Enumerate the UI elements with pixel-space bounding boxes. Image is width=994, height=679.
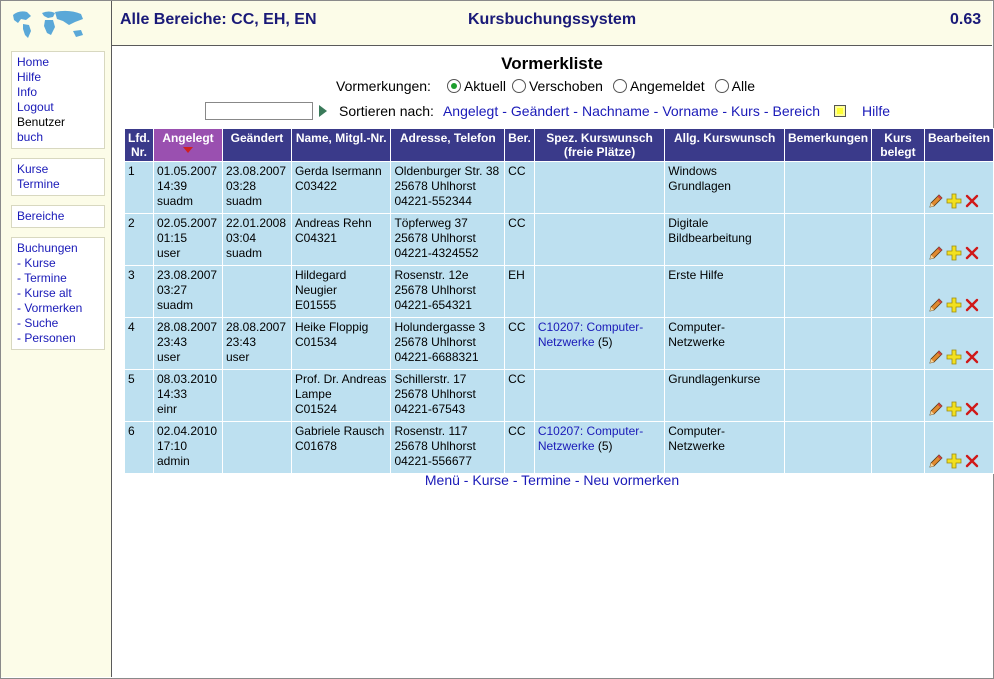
sort-course[interactable]: Kurs xyxy=(731,103,760,119)
bottom-menu[interactable]: Menü xyxy=(424,472,460,488)
created-time: 23:43 xyxy=(157,335,188,349)
member-number: C03422 xyxy=(294,179,337,193)
city: 25678 Uhlhorst xyxy=(394,179,476,193)
person-name: Heike Floppig xyxy=(294,320,369,334)
x-delete-icon[interactable] xyxy=(964,453,980,469)
pencil-icon[interactable] xyxy=(928,349,944,365)
street: Oldenburger Str. 38 xyxy=(394,164,500,178)
cell-nr: 3 xyxy=(125,266,154,318)
nav-box-bookings xyxy=(11,237,105,350)
member-number: C01678 xyxy=(294,439,337,453)
sort-row: Sortieren nach: Angelegt - Geändert - Nachname - Vorname - Kurs - Bereich Hilfe xyxy=(205,102,890,120)
cell-actions xyxy=(924,266,993,318)
created-date: 23.08.2007 xyxy=(157,268,218,282)
x-delete-icon[interactable] xyxy=(964,297,980,313)
radio-angemeldet[interactable] xyxy=(613,78,705,94)
table-row xyxy=(125,214,994,266)
cell-created xyxy=(154,318,223,370)
changed-time: 23:43 xyxy=(225,335,256,349)
sort-changed[interactable]: Geändert xyxy=(510,103,570,119)
pencil-icon[interactable] xyxy=(928,401,944,417)
created-user: suadm xyxy=(157,194,194,208)
radio-aktuell-label: Aktuell xyxy=(463,78,506,94)
user-label: Benutzer xyxy=(17,115,66,129)
help-link[interactable]: Hilfe xyxy=(861,103,890,119)
col-header-booked: Kurs belegt xyxy=(872,129,925,162)
cell-remarks xyxy=(785,370,872,422)
search-input[interactable] xyxy=(205,102,313,120)
x-delete-icon[interactable] xyxy=(964,401,980,417)
street: Rosenstr. 117 xyxy=(394,424,468,438)
search-go-arrow-icon[interactable] xyxy=(319,105,327,117)
table-row xyxy=(125,266,994,318)
sort-label: Sortieren nach: xyxy=(339,103,434,119)
cell-remarks xyxy=(785,318,872,370)
radio-aktuell[interactable] xyxy=(447,78,506,94)
nav-courses[interactable]: Kurse xyxy=(17,162,49,176)
cell-nr: 5 xyxy=(125,370,154,422)
nav-bookings-reserve[interactable]: - Vormerken xyxy=(17,301,83,315)
col-header-created[interactable] xyxy=(154,129,223,162)
sort-area[interactable]: Bereich xyxy=(772,103,820,119)
city: 25678 Uhlhorst xyxy=(394,439,476,453)
cell-general-wish: Computer-Netzwerke xyxy=(665,318,785,370)
cell-general-wish: Erste Hilfe xyxy=(665,266,785,318)
cell-nr: 4 xyxy=(125,318,154,370)
sidebar xyxy=(1,1,112,677)
created-user: user xyxy=(157,246,181,260)
world-map-icon xyxy=(9,7,89,43)
col-header-remarks: Bemerkungen xyxy=(785,129,872,162)
nav-logout[interactable]: Logout xyxy=(17,100,54,114)
radio-alle-label: Alle xyxy=(731,78,756,94)
cell-name xyxy=(291,266,391,318)
col-header-nr: Lfd. Nr. xyxy=(125,129,154,162)
changed-date: 28.08.2007 xyxy=(225,320,287,334)
radio-alle[interactable] xyxy=(715,78,755,94)
cell-changed xyxy=(222,162,291,214)
cell-area: EH xyxy=(505,266,535,318)
created-time: 01:15 xyxy=(157,231,188,245)
member-number: C01534 xyxy=(294,335,337,349)
member-number: C01524 xyxy=(294,402,337,416)
nav-box-main xyxy=(11,51,105,149)
created-date: 08.03.2010 xyxy=(157,372,218,386)
changed-time: 03:04 xyxy=(225,231,256,245)
cell-actions xyxy=(924,422,993,474)
pencil-icon[interactable] xyxy=(928,193,944,209)
col-header-changed[interactable]: Geändert xyxy=(222,129,291,162)
plus-icon[interactable] xyxy=(946,401,962,417)
cell-address xyxy=(391,318,505,370)
cell-changed xyxy=(222,214,291,266)
city: 25678 Uhlhorst xyxy=(394,231,476,245)
cell-created xyxy=(154,266,223,318)
cell-name xyxy=(291,422,391,474)
cell-changed xyxy=(222,422,291,474)
cell-address xyxy=(391,422,505,474)
table-row xyxy=(125,370,994,422)
created-user: admin xyxy=(157,454,190,468)
radio-unchecked-icon xyxy=(715,79,729,93)
free-places: (5) xyxy=(597,335,613,349)
bottom-dates[interactable]: Termine xyxy=(521,472,571,488)
person-name: Gabriele Rausch xyxy=(294,424,385,438)
col-header-special: Spez. Kurswunsch (freie Plätze) xyxy=(534,129,664,162)
cell-general-wish: Computer-Netzwerke xyxy=(665,422,785,474)
cell-created xyxy=(154,162,223,214)
cell-actions xyxy=(924,162,993,214)
filter-label: Vormerkungen: xyxy=(336,78,431,94)
plus-icon[interactable] xyxy=(946,349,962,365)
phone: 04221-552344 xyxy=(394,194,472,208)
street: Töpferweg 37 xyxy=(394,216,468,230)
nav-bookings-search[interactable]: - Suche xyxy=(17,316,59,330)
cell-special-wish xyxy=(534,266,664,318)
cell-actions xyxy=(924,214,993,266)
nav-info[interactable]: Info xyxy=(17,85,38,99)
cell-actions xyxy=(924,370,993,422)
cell-address xyxy=(391,370,505,422)
phone: 04221-654321 xyxy=(394,298,472,312)
cell-special-wish xyxy=(534,422,664,474)
header-system-title: Kursbuchungssystem xyxy=(468,11,637,28)
col-header-edit: Bearbeiten xyxy=(924,129,993,162)
plus-icon[interactable] xyxy=(946,193,962,209)
cell-created xyxy=(154,370,223,422)
cell-remarks xyxy=(785,266,872,318)
cell-area: CC xyxy=(505,318,535,370)
created-date: 28.08.2007 xyxy=(157,320,218,334)
changed-date: 23.08.2007 xyxy=(225,164,287,178)
nav-box-areas xyxy=(11,205,105,228)
cell-booked xyxy=(872,318,925,370)
street: Rosenstr. 12e xyxy=(394,268,469,282)
created-time: 03:27 xyxy=(157,283,188,297)
radio-checked-icon xyxy=(447,79,461,93)
cell-changed xyxy=(222,370,291,422)
cell-remarks xyxy=(785,422,872,474)
nav-areas[interactable]: Bereiche xyxy=(17,209,65,223)
sort-firstname[interactable]: Vorname xyxy=(662,103,719,119)
page-title: Vormerkliste xyxy=(501,54,603,73)
cell-general-wish: Digitale Bildbearbeitung xyxy=(665,214,785,266)
cell-special-wish xyxy=(534,162,664,214)
created-time: 14:39 xyxy=(157,179,188,193)
street: Holundergasse 3 xyxy=(394,320,486,334)
col-header-created-label: Angelegt xyxy=(162,131,214,145)
radio-unchecked-icon xyxy=(613,79,627,93)
created-date: 02.05.2007 xyxy=(157,216,218,230)
created-user: suadm xyxy=(157,298,194,312)
cell-special-wish xyxy=(534,370,664,422)
person-name: Prof. Dr. Andreas Lampe xyxy=(294,372,387,401)
radio-verschoben[interactable] xyxy=(512,78,603,94)
bottom-courses[interactable]: Kurse xyxy=(472,472,509,488)
person-name: Andreas Rehn xyxy=(294,216,372,230)
cell-address xyxy=(391,214,505,266)
city: 25678 Uhlhorst xyxy=(394,283,476,297)
table-row xyxy=(125,162,994,214)
cell-nr: 1 xyxy=(125,162,154,214)
cell-name xyxy=(291,162,391,214)
plus-icon[interactable] xyxy=(946,245,962,261)
changed-user: suadm xyxy=(225,194,262,208)
cell-booked xyxy=(872,162,925,214)
table-row xyxy=(125,318,994,370)
pencil-icon[interactable] xyxy=(928,297,944,313)
created-date: 01.05.2007 xyxy=(157,164,218,178)
cell-booked xyxy=(872,266,925,318)
cell-address xyxy=(391,266,505,318)
sort-desc-icon xyxy=(183,147,193,153)
special-course-link[interactable]: C10207: Computer-Netzwerke xyxy=(537,320,644,349)
x-delete-icon[interactable] xyxy=(964,245,980,261)
created-date: 02.04.2010 xyxy=(157,424,218,438)
member-number: C04321 xyxy=(294,231,337,245)
city: 25678 Uhlhorst xyxy=(394,335,476,349)
col-header-area[interactable]: Ber. xyxy=(505,129,535,162)
changed-user: user xyxy=(225,350,250,364)
cell-area: CC xyxy=(505,162,535,214)
bottom-new-reservation[interactable]: Neu vormerken xyxy=(583,472,680,488)
changed-date: 22.01.2008 xyxy=(225,216,287,230)
header-version: 0.63 xyxy=(950,11,982,28)
special-course-link[interactable]: C10207: Computer-Netzwerke xyxy=(537,424,644,453)
nav-bookings[interactable]: Buchungen xyxy=(17,241,78,255)
x-delete-icon[interactable] xyxy=(964,349,980,365)
cell-created xyxy=(154,422,223,474)
created-user: einr xyxy=(157,402,178,416)
bottom-nav: Menü - Kurse - Termine - Neu vormerken xyxy=(424,472,680,488)
help-box-icon[interactable] xyxy=(834,105,846,117)
cell-name xyxy=(291,318,391,370)
col-header-general: Allg. Kurswunsch xyxy=(665,129,785,162)
header-areas: Alle Bereiche: CC, EH, EN xyxy=(120,11,317,28)
table-header-row xyxy=(125,129,994,162)
cell-special-wish xyxy=(534,318,664,370)
cell-area: CC xyxy=(505,214,535,266)
col-header-name[interactable]: Name, Mitgl.-Nr. xyxy=(291,129,391,162)
cell-nr: 2 xyxy=(125,214,154,266)
created-time: 17:10 xyxy=(157,439,188,453)
pencil-icon[interactable] xyxy=(928,245,944,261)
cell-name xyxy=(291,370,391,422)
filter-row xyxy=(336,78,755,94)
street: Schillerstr. 17 xyxy=(394,372,467,386)
nav-help[interactable]: Hilfe xyxy=(17,70,42,84)
changed-time: 03:28 xyxy=(225,179,256,193)
reservation-table xyxy=(124,128,994,474)
pencil-icon[interactable] xyxy=(928,453,944,469)
nav-bookings-courses[interactable]: - Kurse xyxy=(17,256,56,270)
cell-changed xyxy=(222,318,291,370)
cell-name xyxy=(291,214,391,266)
nav-dates[interactable]: Termine xyxy=(17,177,60,191)
plus-icon[interactable] xyxy=(946,453,962,469)
cell-address xyxy=(391,162,505,214)
cell-general-wish: Grundlagenkurse xyxy=(665,370,785,422)
free-places: (5) xyxy=(597,439,613,453)
phone: 04221-4324552 xyxy=(394,246,479,260)
member-number: E01555 xyxy=(294,298,337,312)
x-delete-icon[interactable] xyxy=(964,193,980,209)
col-header-address: Adresse, Telefon xyxy=(391,129,505,162)
cell-booked xyxy=(872,422,925,474)
sort-created[interactable]: Angelegt xyxy=(442,103,499,119)
header-bar xyxy=(112,1,992,46)
phone: 04221-556677 xyxy=(394,454,472,468)
plus-icon[interactable] xyxy=(946,297,962,313)
nav-bookings-dates[interactable]: - Termine xyxy=(17,271,67,285)
cell-remarks xyxy=(785,162,872,214)
person-name: Hildegard Neugier xyxy=(294,268,347,297)
cell-remarks xyxy=(785,214,872,266)
cell-booked xyxy=(872,370,925,422)
nav-box-courses xyxy=(11,158,105,196)
changed-user: suadm xyxy=(225,246,262,260)
sort-lastname[interactable]: Nachname xyxy=(581,103,650,119)
city: 25678 Uhlhorst xyxy=(394,387,476,401)
radio-angemeldet-label: Angemeldet xyxy=(629,78,705,94)
cell-booked xyxy=(872,214,925,266)
created-time: 14:33 xyxy=(157,387,188,401)
table-row xyxy=(125,422,994,474)
nav-home[interactable]: Home xyxy=(17,55,50,69)
cell-area: CC xyxy=(505,370,535,422)
user-name-link[interactable]: buch xyxy=(17,130,44,144)
radio-verschoben-label: Verschoben xyxy=(528,78,603,94)
cell-actions xyxy=(924,318,993,370)
person-name: Gerda Isermann xyxy=(294,164,382,178)
cell-nr: 6 xyxy=(125,422,154,474)
cell-changed xyxy=(222,266,291,318)
cell-general-wish: Windows Grundlagen xyxy=(665,162,785,214)
cell-special-wish xyxy=(534,214,664,266)
nav-bookings-persons[interactable]: - Personen xyxy=(17,331,76,345)
radio-unchecked-icon xyxy=(512,79,526,93)
cell-area: CC xyxy=(505,422,535,474)
created-user: user xyxy=(157,350,181,364)
phone: 04221-67543 xyxy=(394,402,466,416)
nav-bookings-old-courses[interactable]: - Kurse alt xyxy=(17,286,72,300)
cell-created xyxy=(154,214,223,266)
phone: 04221-6688321 xyxy=(394,350,479,364)
